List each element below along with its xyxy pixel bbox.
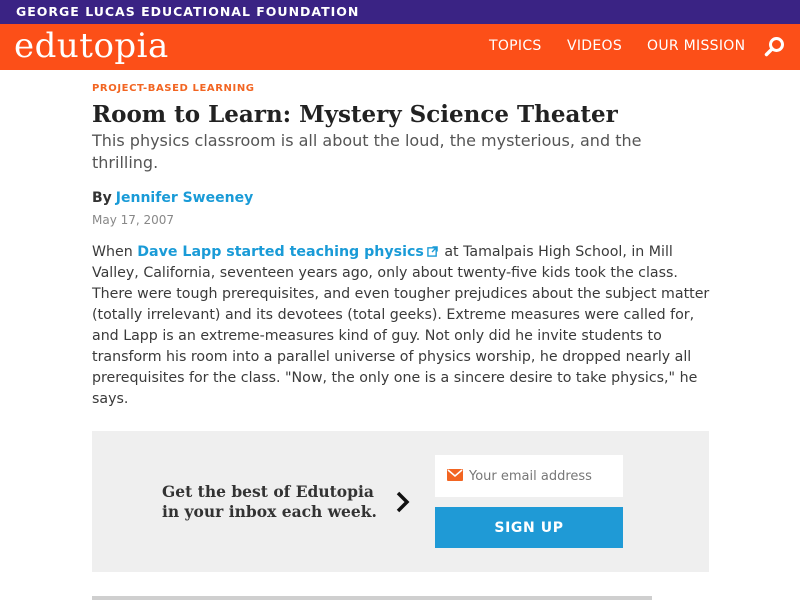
- author-link[interactable]: Jennifer Sweeney: [115, 190, 254, 206]
- search-icon: [764, 36, 786, 58]
- edutopia-logo[interactable]: edutopia: [14, 26, 169, 66]
- paragraph-rest: at Tamalpais High School, in Mill Valley, California, seventeen years ago, only about twenty-five kids took the class. There were tough prerequisites, and even tougher prejudices about the subject matter (totally irrelevant) and its devotees (total geeks). Extreme measures were called for, and Lapp is an extreme-measures kind of guy. Not only did he invite students to transform his room into a parallel universe of physics worship, he dropped nearly all prerequisites for the class. "Now, the only one is a sincere desire to take physics," he says.: [92, 244, 710, 407]
- nav-topics[interactable]: TOPICS: [489, 38, 542, 54]
- mail-icon: [447, 469, 463, 481]
- nav-videos[interactable]: VIDEOS: [567, 38, 623, 54]
- article-paragraph: [92, 242, 712, 410]
- chevron-right-icon: [395, 490, 411, 514]
- next-paragraph-fragment: [92, 591, 712, 600]
- foundation-name[interactable]: GEORGE LUCAS EDUCATIONAL FOUNDATION: [16, 4, 360, 19]
- email-field[interactable]: [435, 455, 623, 497]
- email-input[interactable]: [469, 455, 619, 497]
- byline: [92, 189, 253, 207]
- nav-our-mission[interactable]: OUR MISSION: [647, 38, 746, 54]
- publish-date: May 17, 2007: [92, 213, 175, 227]
- search-button[interactable]: [764, 36, 786, 58]
- inline-article-link[interactable]: Dave Lapp started teaching physics: [137, 244, 424, 260]
- external-link-icon: [427, 246, 438, 257]
- article-subtitle: This physics classroom is all about the loud, the mysterious, and the thrilling.: [92, 131, 642, 172]
- byline-label: By: [92, 190, 112, 206]
- sign-up-button[interactable]: SIGN UP: [435, 507, 623, 548]
- newsletter-signup: [92, 431, 709, 572]
- signup-prompt: Get the best of Edutopia in your inbox each week.: [162, 482, 377, 521]
- foundation-bar: [0, 0, 800, 24]
- article-category[interactable]: PROJECT-BASED LEARNING: [92, 83, 255, 94]
- site-header: [0, 24, 800, 70]
- paragraph-prefix: When: [92, 244, 138, 260]
- article-title: Room to Learn: Mystery Science Theater: [92, 101, 618, 128]
